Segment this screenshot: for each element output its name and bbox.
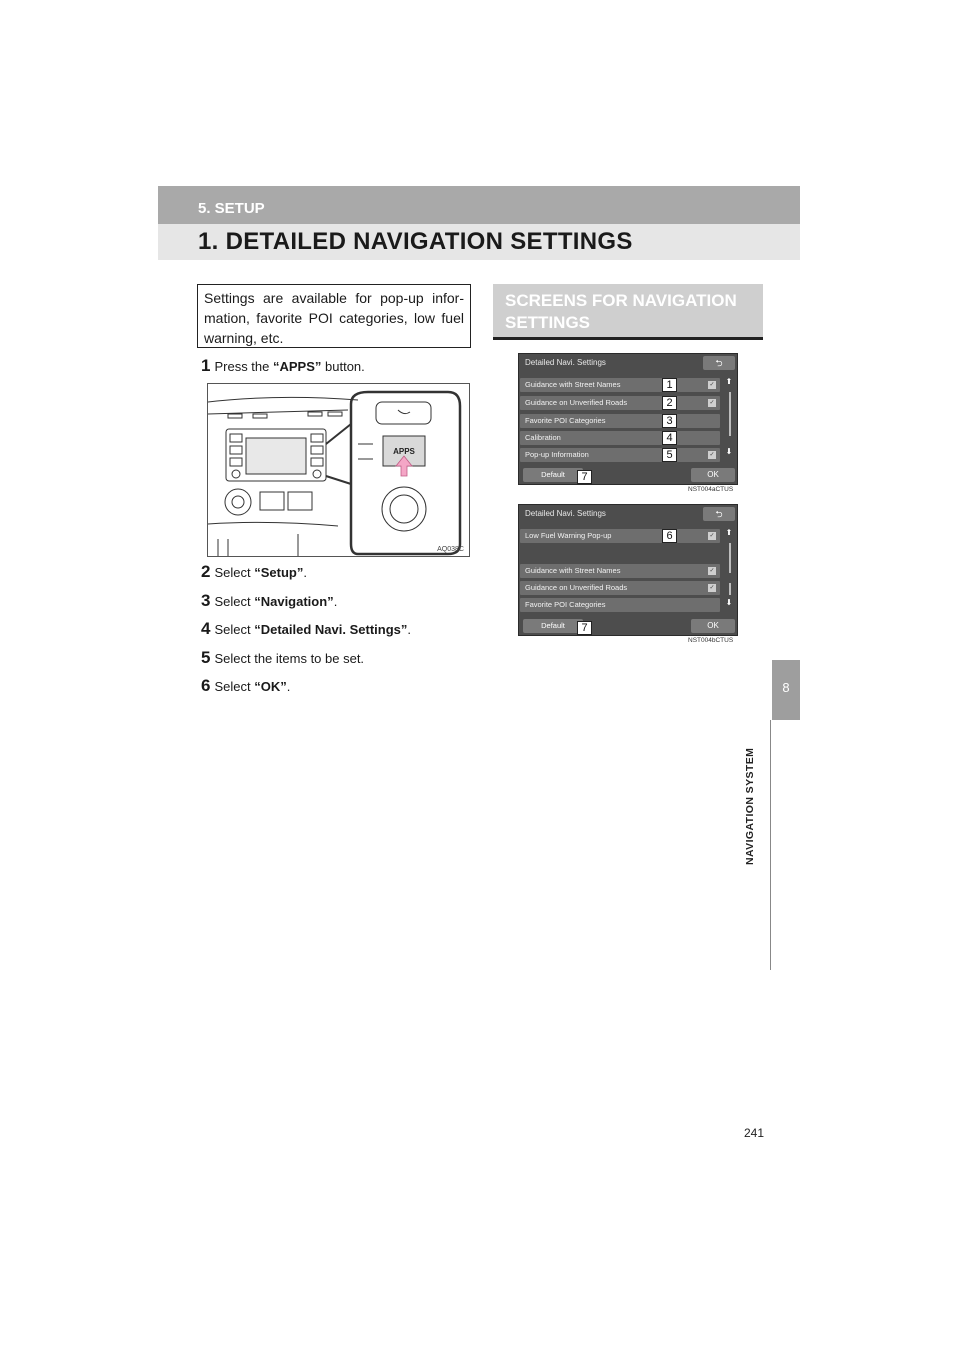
back-arrow-icon: ⮌ bbox=[715, 509, 723, 519]
back-button[interactable] bbox=[703, 356, 735, 370]
scrollbar[interactable] bbox=[729, 583, 731, 595]
step-6 bbox=[201, 676, 290, 696]
section-bar bbox=[158, 186, 800, 224]
page-title: 1. DETAILED NAVIGATION SETTINGS bbox=[198, 228, 633, 255]
intro-box: Settings are available for pop-up infor-mation, favorite POI categories, low fuel warning, etc. bbox=[197, 284, 471, 348]
callout-number: 6 bbox=[662, 529, 677, 543]
chapter-title: NAVIGATION SYSTEM bbox=[744, 747, 756, 865]
checkbox-icon[interactable]: ✓ bbox=[709, 400, 715, 406]
step-text: Select bbox=[214, 594, 255, 609]
step-3 bbox=[201, 591, 337, 611]
section-label: 5. SETUP bbox=[198, 200, 265, 217]
back-button[interactable] bbox=[703, 507, 735, 521]
setting-row[interactable] bbox=[520, 431, 720, 445]
screen-title: Detailed Navi. Settings bbox=[525, 358, 606, 367]
setting-row[interactable] bbox=[520, 396, 720, 410]
step-text: Press the bbox=[214, 359, 273, 374]
setting-label: Guidance on Unverified Roads bbox=[525, 583, 628, 592]
default-button[interactable]: Default bbox=[523, 468, 583, 482]
ok-button[interactable]: OK bbox=[691, 619, 735, 633]
scroll-down-icon[interactable]: ⬇ bbox=[725, 598, 733, 607]
step-text: Select bbox=[214, 565, 255, 580]
ok-button[interactable]: OK bbox=[691, 468, 735, 482]
setting-label: Pop-up Information bbox=[525, 450, 589, 459]
chapter-divider bbox=[770, 720, 771, 970]
step-text: . bbox=[333, 594, 338, 609]
step-number: 5 bbox=[201, 648, 211, 667]
step-text: button. bbox=[321, 359, 365, 374]
step-text: Select bbox=[214, 622, 255, 637]
screen-title: Detailed Navi. Settings bbox=[525, 509, 606, 518]
setting-row[interactable] bbox=[520, 598, 720, 612]
setting-row[interactable] bbox=[520, 378, 720, 392]
illustration-code: AQ038C bbox=[437, 546, 464, 553]
checkbox-icon[interactable]: ✓ bbox=[709, 452, 715, 458]
scroll-up-icon[interactable]: ⬆ bbox=[725, 377, 733, 386]
callout-number: 5 bbox=[662, 448, 677, 462]
step-keyword: “APPS” bbox=[273, 359, 322, 374]
dashboard-drawing bbox=[208, 384, 470, 557]
setting-label: Guidance with Street Names bbox=[525, 566, 621, 575]
step-text: Select bbox=[214, 679, 255, 694]
settings-screen-2 bbox=[518, 504, 738, 636]
chapter-tab bbox=[772, 660, 800, 720]
checkbox-icon[interactable]: ✓ bbox=[709, 533, 715, 539]
setting-label: Calibration bbox=[525, 433, 561, 442]
dashboard-illustration bbox=[207, 383, 470, 557]
step-number: 1 bbox=[201, 356, 211, 375]
step-number: 6 bbox=[201, 676, 211, 695]
setting-label: Favorite POI Categories bbox=[525, 600, 606, 609]
step-keyword: “Navigation” bbox=[254, 594, 334, 609]
step-number: 3 bbox=[201, 591, 211, 610]
checkbox-icon[interactable]: ✓ bbox=[709, 568, 715, 574]
scroll-up-icon[interactable]: ⬆ bbox=[725, 528, 733, 537]
callout-number: 1 bbox=[662, 378, 677, 392]
setting-label: Guidance with Street Names bbox=[525, 380, 621, 389]
setting-row[interactable] bbox=[520, 448, 720, 462]
callout-number: 4 bbox=[662, 431, 677, 445]
screen-code: NST004bCTUS bbox=[688, 637, 734, 644]
setting-row[interactable] bbox=[520, 414, 720, 428]
title-bar bbox=[158, 224, 800, 260]
setting-row[interactable] bbox=[520, 581, 720, 595]
step-4 bbox=[201, 619, 411, 639]
setting-label: Low Fuel Warning Pop-up bbox=[525, 531, 612, 540]
callout-number: 7 bbox=[577, 470, 592, 484]
step-text: . bbox=[407, 622, 411, 637]
step-2 bbox=[201, 562, 307, 582]
step-text: . bbox=[303, 565, 307, 580]
setting-row[interactable] bbox=[520, 529, 720, 543]
page-number: 241 bbox=[744, 1126, 765, 1140]
callout-number: 2 bbox=[662, 396, 677, 410]
setting-label: Favorite POI Categories bbox=[525, 416, 606, 425]
step-number: 4 bbox=[201, 619, 211, 638]
callout-number: 7 bbox=[577, 621, 592, 635]
checkbox-icon[interactable]: ✓ bbox=[709, 382, 715, 388]
step-keyword: “Setup” bbox=[254, 565, 304, 580]
screen-code: NST004aCTUS bbox=[688, 486, 734, 493]
back-arrow-icon: ⮌ bbox=[715, 358, 723, 368]
scrollbar[interactable] bbox=[729, 543, 731, 573]
chapter-number: 8 bbox=[782, 680, 790, 695]
step-keyword: “OK” bbox=[254, 679, 287, 694]
setting-row[interactable] bbox=[520, 564, 720, 578]
scrollbar[interactable] bbox=[729, 392, 731, 436]
apps-button-label: APPS bbox=[393, 447, 415, 456]
settings-screen-1 bbox=[518, 353, 738, 485]
scroll-down-icon[interactable]: ⬇ bbox=[725, 447, 733, 456]
default-button[interactable]: Default bbox=[523, 619, 583, 633]
step-text: Select the items to be set. bbox=[214, 651, 365, 666]
step-keyword: “Detailed Navi. Settings” bbox=[254, 622, 408, 637]
callout-number: 3 bbox=[662, 414, 677, 428]
checkbox-icon[interactable]: ✓ bbox=[709, 585, 715, 591]
setting-label: Guidance on Unverified Roads bbox=[525, 398, 628, 407]
step-5 bbox=[201, 648, 364, 668]
step-1 bbox=[201, 356, 365, 376]
screens-header: SCREENS FOR NAVIGATION SETTINGS bbox=[493, 284, 763, 340]
step-text: . bbox=[286, 679, 291, 694]
step-number: 2 bbox=[201, 562, 211, 581]
